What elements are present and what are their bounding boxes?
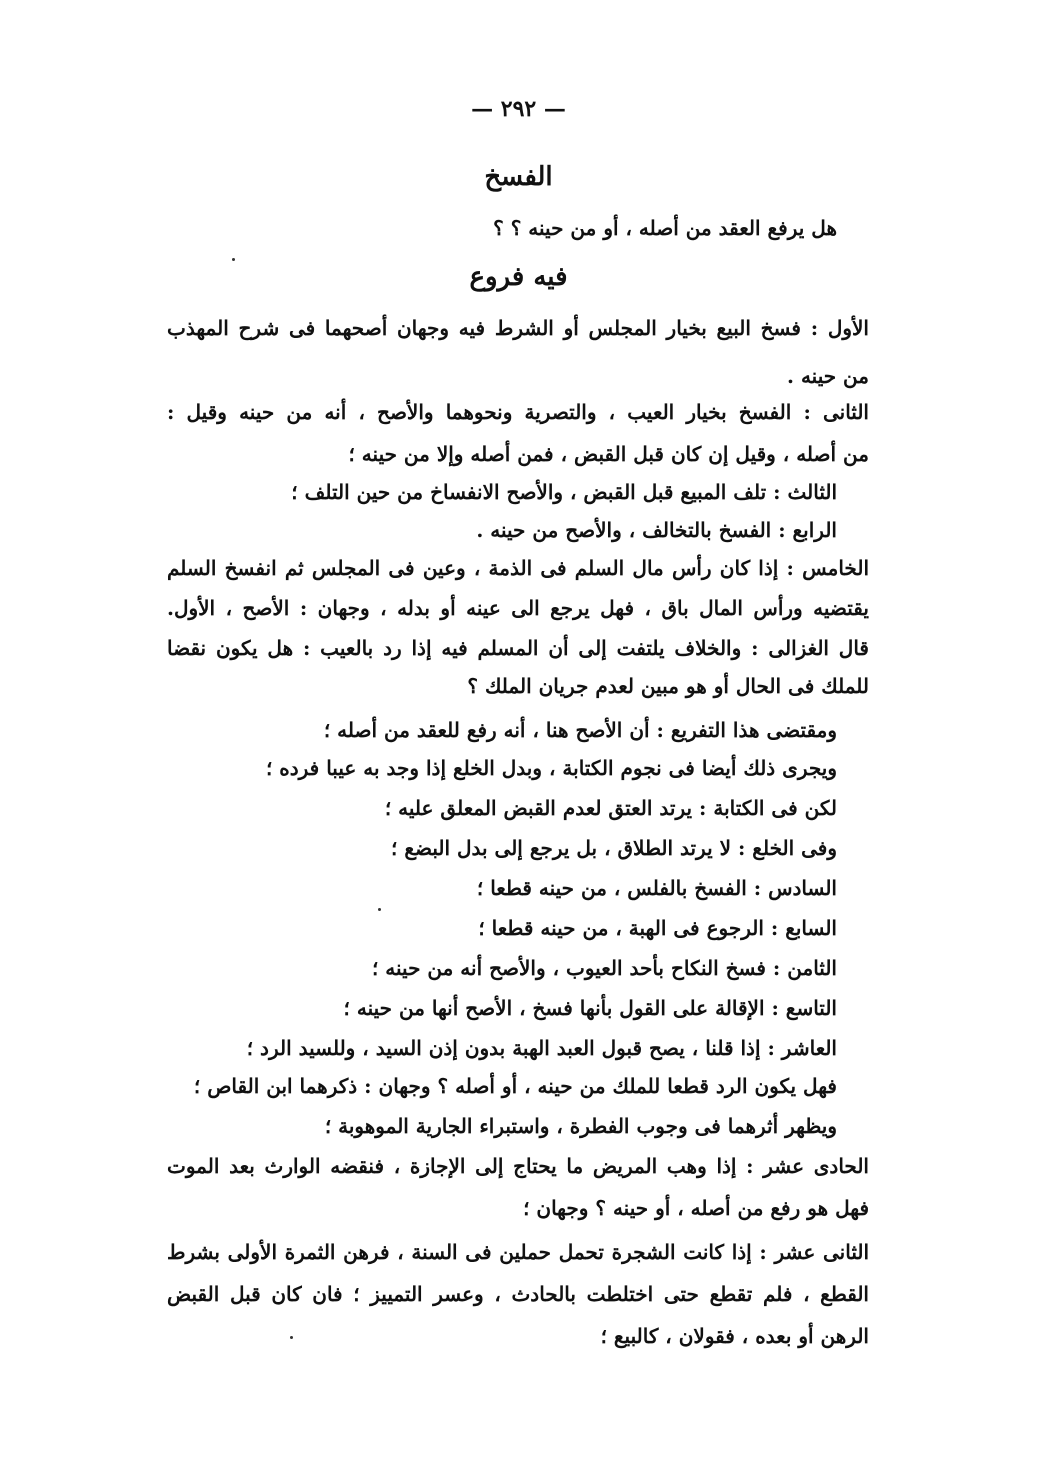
scan-speck [290, 1336, 293, 1339]
text-line: الأول : فسخ البيع بخيار المجلس أو الشرط فيه وجهان أصحهما فى شرح المهذب [167, 316, 869, 340]
section-title: الفسخ [484, 162, 553, 192]
text-line: العاشر : إذا قلنا ، يصح قبول العبد الهبة بدون إذن السيد ، وللسيد الرد ؛ [246, 1036, 837, 1060]
text-line: الثالث : تلف المبيع قبل القبض ، والأصح الانفساخ من حين التلف ؛ [291, 480, 837, 504]
text-line: الرهن أو بعده ، فقولان ، كالبيع ؛ [600, 1324, 869, 1348]
text-line: الرابع : الفسخ بالتخالف ، والأصح من حينه . [476, 518, 837, 542]
text-line: وفى الخلع : لا يرتد الطلاق ، بل يرجع إلى بدل البضع ؛ [391, 836, 837, 860]
text-line: القطع ، فلم تقطع حتى اختلطت بالحادث ، وعسر التمييز ؛ فان كان قبل القبض [167, 1282, 869, 1306]
text-line: من حينه . [787, 364, 869, 388]
text-line: الثامن : فسخ النكاح بأحد العيوب ، والأصح أنه من حينه ؛ [371, 956, 837, 980]
scan-speck [232, 258, 235, 261]
text-line: السابع : الرجوع فى الهبة ، من حينه قطعا ؛ [478, 916, 837, 940]
page-number: — ٢٩٢ — [471, 96, 566, 122]
text-line: السادس : الفسخ بالفلس ، من حينه قطعا ؛ [476, 876, 837, 900]
text-line: الحادى عشر : إذا وهب المريض ما يحتاج إلى الإجازة ، فنقضه الوارث بعد الموت [167, 1154, 869, 1178]
text-line: للملك فى الحال أو هو مبين لعدم جريان الملك ؟ [467, 674, 869, 698]
text-line: التاسع : الإقالة على القول بأنها فسخ ، الأصح أنها من حينه ؛ [343, 996, 837, 1020]
text-line: من أصله ، وقيل إن كان قبل القبض ، فمن أصله وإلا من حينه ؛ [348, 442, 869, 466]
text-line: ويجرى ذلك أيضا فى نجوم الكتابة ، وبدل الخلع إذا وجد به عيبا فرده ؛ [265, 756, 837, 780]
text-line: الخامس : إذا كان رأس مال السلم فى الذمة ، وعين فى المجلس ثم انفسخ السلم [167, 556, 869, 580]
text-line: فهل يكون الرد قطعا للملك من حينه ، أو أصله ؟ وجهان : ذكرهما ابن القاص ؛ [193, 1074, 837, 1098]
text-line: الثانى عشر : إذا كانت الشجرة تحمل حملين فى السنة ، فرهن الثمرة الأولى بشرط [167, 1240, 869, 1264]
text-line: الثانى : الفسخ بخيار العيب ، والتصرية ونحوهما والأصح ، أنه من حينه وقيل : [167, 400, 869, 424]
text-line: ومقتضى هذا التفريع : أن الأصح هنا ، أنه رفع للعقد من أصله ؛ [323, 718, 837, 742]
section-question: هل يرفع العقد من أصله ، أو من حينه ؟ ؟ [493, 216, 837, 240]
text-line: قال الغزالى : والخلاف يلتفت إلى أن المسلم فيه إذا رد بالعيب : هل يكون نقضا [167, 636, 869, 660]
text-line: فهل هو رفع من أصله ، أو حينه ؟ وجهان ؛ [523, 1196, 869, 1220]
text-line: لكن فى الكتابة : يرتد العتق لعدم القبض المعلق عليه ؛ [384, 796, 837, 820]
section-subheading: فيه فروع [469, 262, 568, 292]
scan-speck [378, 908, 381, 911]
text-line: ويظهر أثرهما فى وجوب الفطرة ، واستبراء الجارية الموهوبة ؛ [324, 1114, 837, 1138]
text-line: يقتضيه ورأس المال باق ، فهل يرجع الى عينه أو بدله ، وجهان : الأصح ، الأول. [167, 596, 869, 620]
